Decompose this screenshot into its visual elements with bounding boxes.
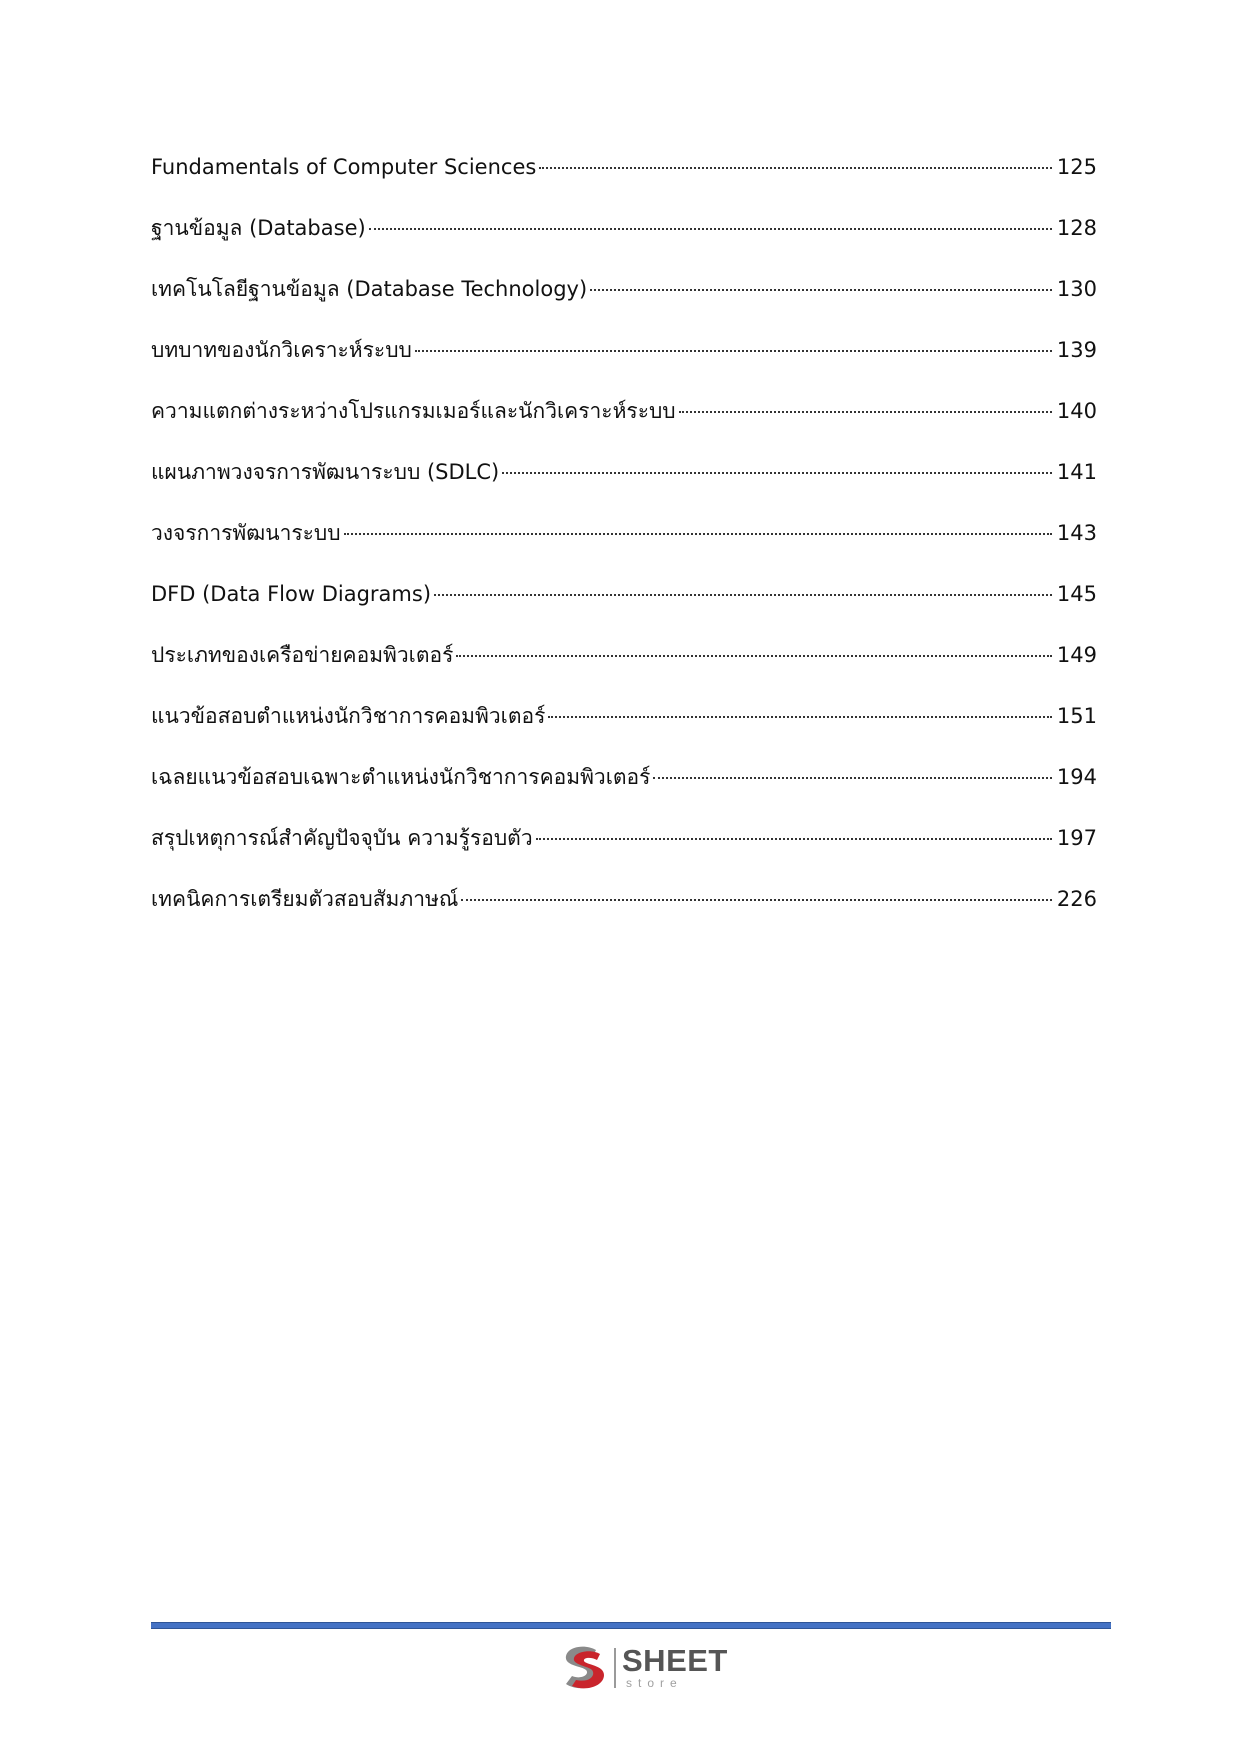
logo-subtitle: store [626, 1676, 683, 1690]
toc-entry-page: 145 [1056, 582, 1097, 606]
toc-dot-leader [539, 167, 1052, 169]
toc-entry-page: 128 [1056, 216, 1097, 240]
toc-entry-page: 194 [1056, 765, 1097, 789]
toc-entry[interactable] [151, 458, 1097, 519]
toc-dot-leader [456, 655, 1052, 657]
toc-entry-title: วงจรการพัฒนาระบบ [151, 521, 341, 545]
toc-dot-leader [502, 472, 1052, 474]
toc-entry[interactable] [151, 275, 1097, 336]
toc-entry-title: ความแตกต่างระหว่างโปรแกรมเมอร์และนักวิเคราะห์ระบบ [151, 399, 676, 423]
toc-entry[interactable] [151, 702, 1097, 763]
toc-entry[interactable] [151, 214, 1097, 275]
sheet-store-logo [556, 1642, 726, 1694]
footer-rule [151, 1622, 1111, 1629]
toc-entry-page: 141 [1056, 460, 1097, 484]
toc-entry[interactable] [151, 580, 1097, 641]
toc-entry[interactable] [151, 641, 1097, 702]
toc-entry-title: ฐานข้อมูล (Database) [151, 216, 366, 240]
logo-divider [614, 1648, 616, 1688]
toc-entry-page: 125 [1056, 155, 1097, 179]
toc-dot-leader [434, 594, 1052, 596]
toc-dot-leader [536, 838, 1052, 840]
toc-entry-page: 149 [1056, 643, 1097, 667]
toc-dot-leader [344, 533, 1052, 535]
toc-entry-title: ประเภทของเครือข่ายคอมพิวเตอร์ [151, 643, 454, 667]
toc-entry-title: บทบาทของนักวิเคราะห์ระบบ [151, 338, 412, 362]
toc-dot-leader [461, 899, 1052, 901]
toc-entry[interactable] [151, 397, 1097, 458]
logo-wordmark: SHEET [622, 1643, 728, 1678]
toc-dot-leader [415, 350, 1052, 352]
toc-entry-title: สรุปเหตุการณ์สำคัญปัจจุบัน ความรู้รอบตัว [151, 826, 533, 850]
toc-entry-page: 130 [1056, 277, 1097, 301]
toc-entry-page: 140 [1056, 399, 1097, 423]
toc-entry-title: Fundamentals of Computer Sciences [151, 155, 537, 179]
toc-entry-page: 226 [1056, 887, 1097, 911]
toc-entry-title: DFD (Data Flow Diagrams) [151, 582, 432, 606]
table-of-contents [151, 153, 1097, 946]
toc-entry-page: 197 [1056, 826, 1097, 850]
toc-entry-title: เฉลยแนวข้อสอบเฉพาะตำแหน่งนักวิชาการคอมพิวเตอร์ [151, 765, 651, 789]
toc-entry-title: เทคโนโลยีฐานข้อมูล (Database Technology) [151, 277, 588, 301]
toc-entry-title: แนวข้อสอบตำแหน่งนักวิชาการคอมพิวเตอร์ [151, 704, 546, 728]
toc-dot-leader [653, 777, 1051, 779]
toc-dot-leader [369, 228, 1052, 230]
toc-entry[interactable] [151, 153, 1097, 214]
toc-entry[interactable] [151, 763, 1097, 824]
toc-entry-page: 151 [1056, 704, 1097, 728]
toc-entry[interactable] [151, 519, 1097, 580]
toc-entry-title: เทคนิคการเตรียมตัวสอบสัมภาษณ์ [151, 887, 459, 911]
toc-entry[interactable] [151, 336, 1097, 397]
toc-entry-page: 139 [1056, 338, 1097, 362]
toc-entry-page: 143 [1056, 521, 1097, 545]
toc-entry-title: แผนภาพวงจรการพัฒนาระบบ (SDLC) [151, 460, 500, 484]
toc-dot-leader [548, 716, 1052, 718]
sheet-store-s-icon [556, 1642, 608, 1694]
toc-entry[interactable] [151, 824, 1097, 885]
toc-dot-leader [679, 411, 1052, 413]
toc-entry[interactable] [151, 885, 1097, 946]
toc-dot-leader [590, 289, 1052, 291]
